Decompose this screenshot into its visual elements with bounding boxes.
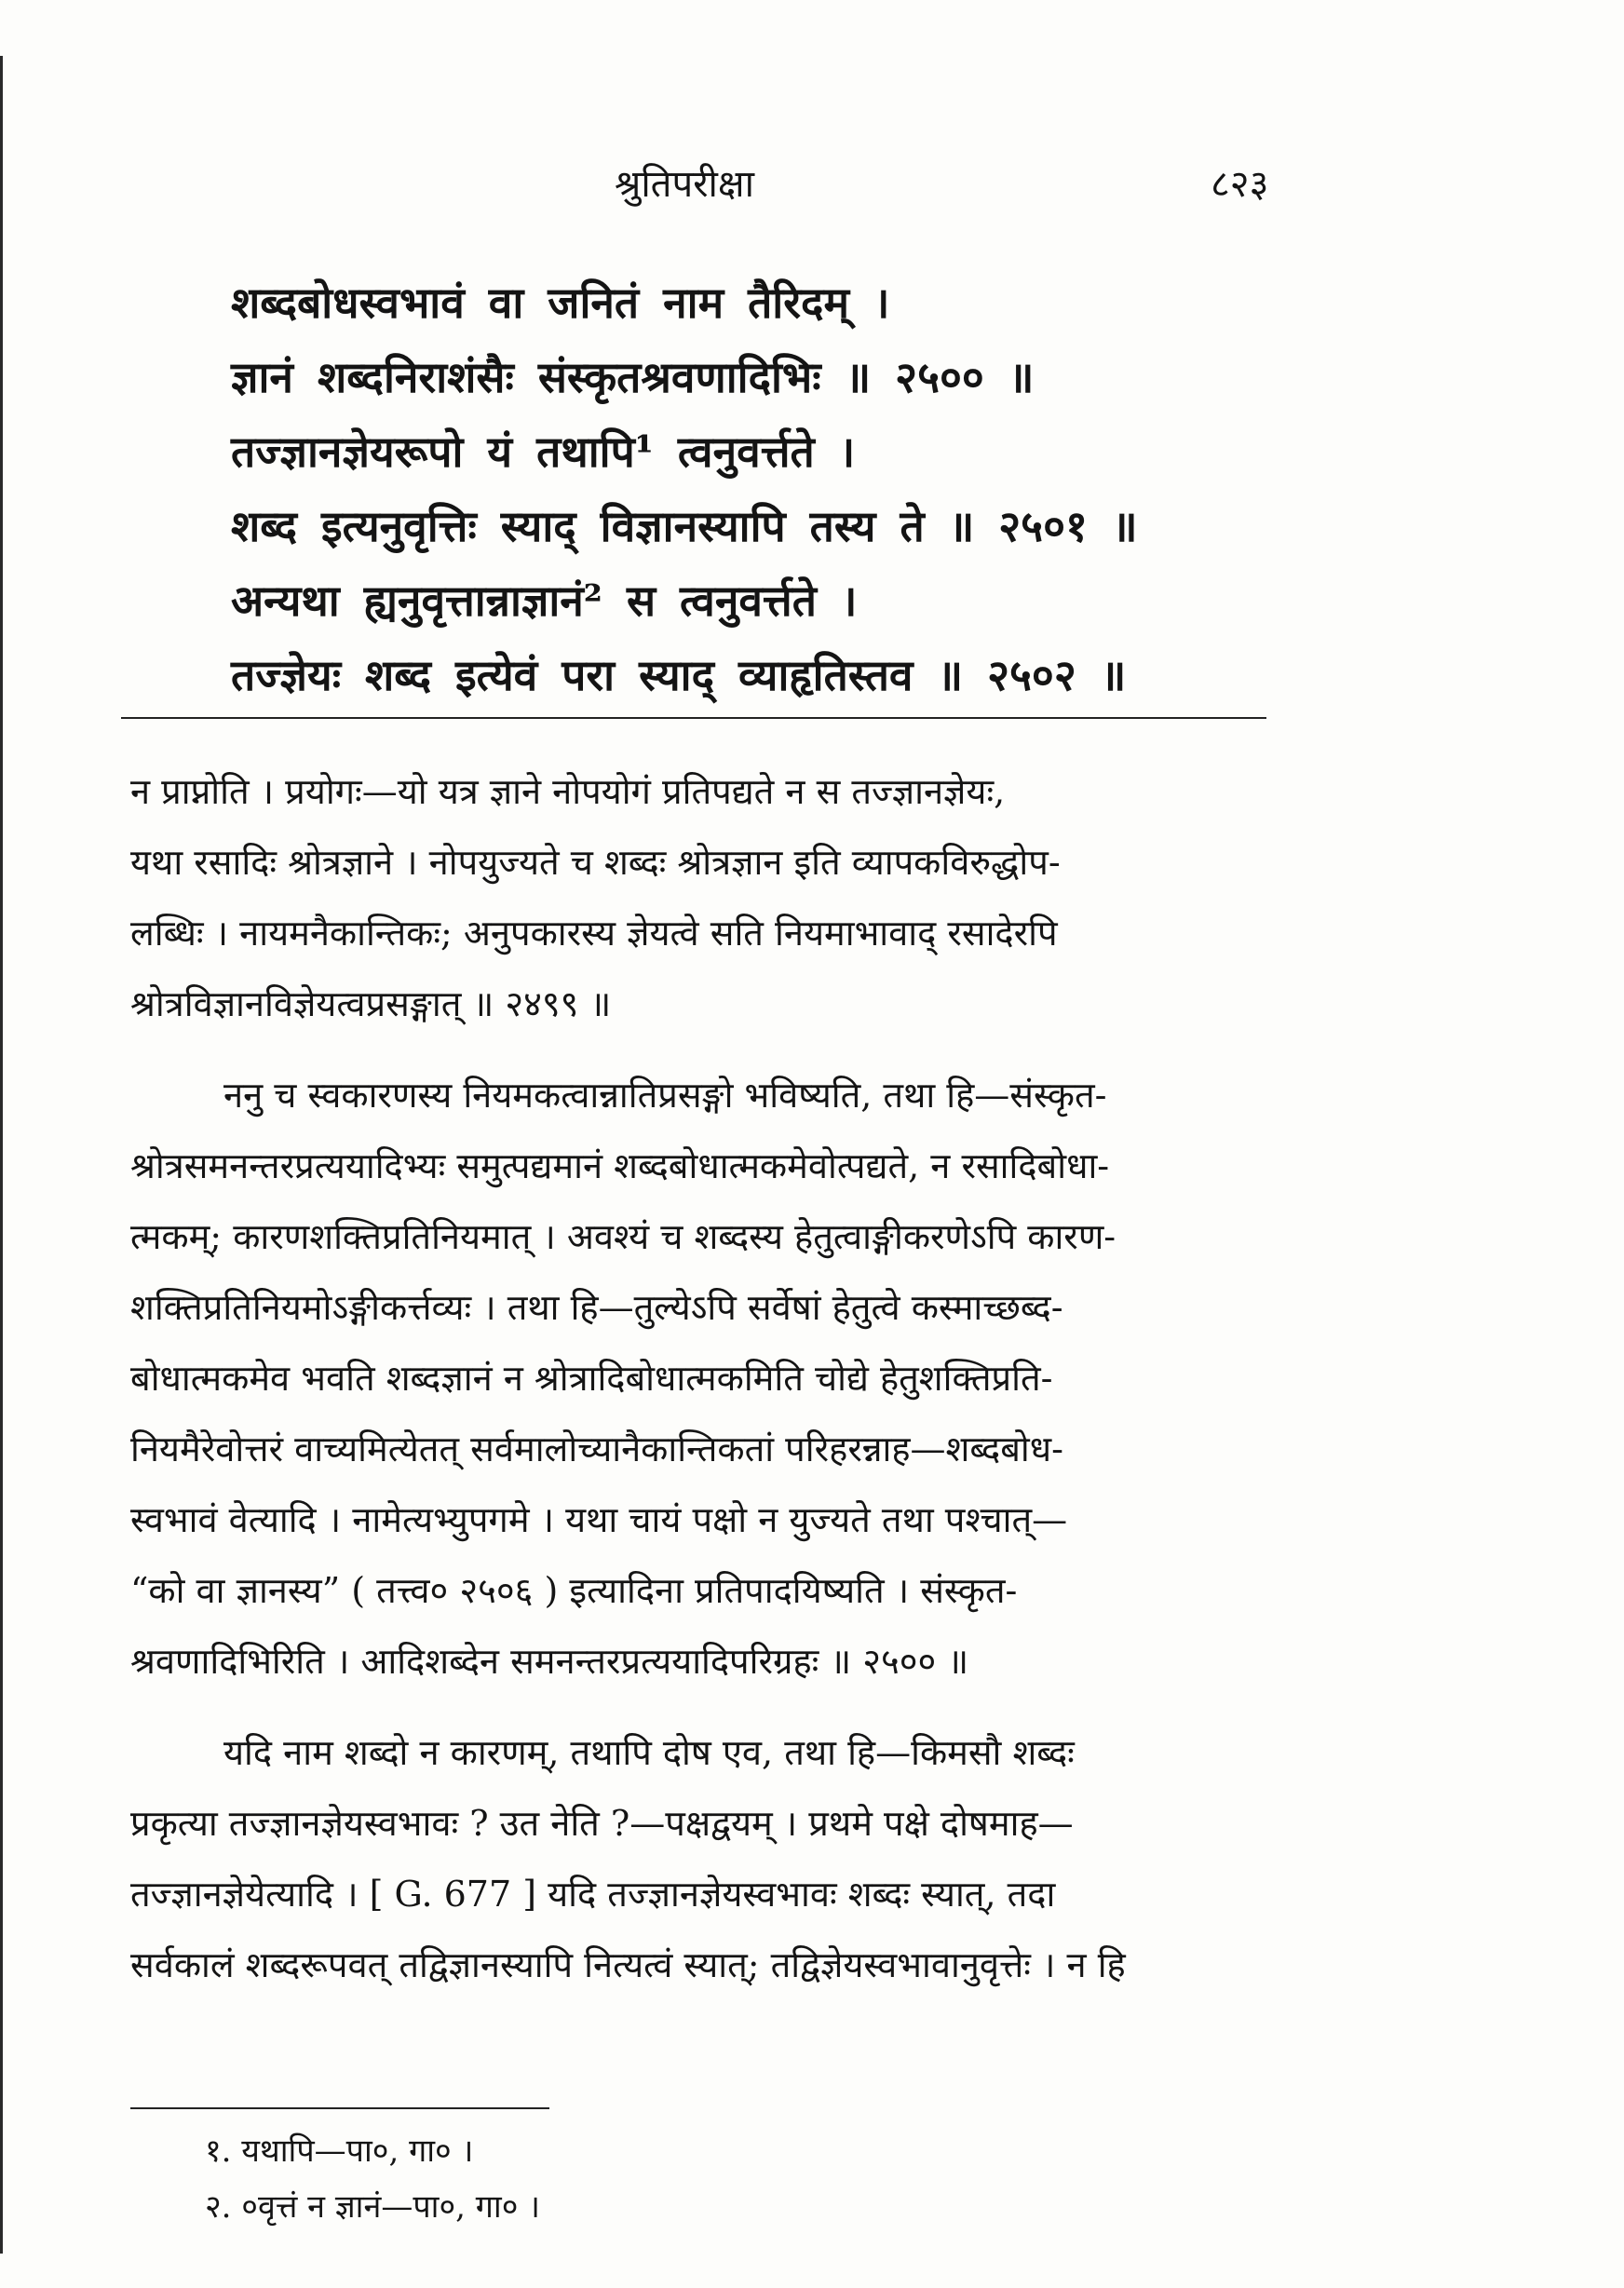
section-divider [121,717,1266,719]
text-line: न प्राप्नोति । प्रयोगः—यो यत्र ज्ञाने नोपयोगं प्रतिपद्यते न स तज्ज्ञानज्ञेयः, [130,771,1006,812]
text-line: श्रोत्रविज्ञानविज्ञेयत्वप्रसङ्गात् ॥ २४९९ ॥ [130,983,612,1024]
running-title: श्रुतिपरीक्षा [615,163,754,206]
verse-line: ज्ञानं शब्दनिराशंसैः संस्कृतश्रवणादिभिः ॥ २५०० ॥ [231,352,1035,402]
text-line: नियमैरेवोत्तरं वाच्यमित्येतत् सर्वमालोच्यानैकान्तिकतां परिहरन्नाह—शब्दबोध- [130,1428,1063,1469]
verse-block [231,265,1395,712]
footnote-divider [130,2107,549,2109]
text-line: स्वभावं वेत्यादि । नामेत्यभ्युपगमे । यथा चायं पक्षो न युज्यते तथा पश्चात्— [130,1499,1068,1540]
text-line: सर्वकालं शब्दरूपवत् तद्विज्ञानस्यापि नित्यत्वं स्यात्; तद्विज्ञेयस्वभावानुवृत्तेः । न हि [130,1944,1126,1985]
text-line: ननु च स्वकारणस्य नियमकत्वान्नातिप्रसङ्गो भविष्यति, तथा हि—संस्कृत- [223,1075,1107,1116]
verse-line: शब्दबोधस्वभावं वा जनितं नाम तैरिदम् । [231,278,890,328]
commentary-paragraph [130,756,1285,1039]
footnote: १. यथापि—पा०, गा० । [205,2132,474,2170]
binding-edge [0,56,12,2254]
commentary-paragraph [130,1060,1285,1697]
text-line: यदि नाम शब्दो न कारणम्, तथापि दोष एव, तथा हि—किमसौ शब्दः [223,1732,1075,1773]
verse-line: अन्यथा ह्यनुवृत्तान्नाज्ञानं² स त्वनुवर्त्तते । [231,575,858,626]
text-line: बोधात्मकमेव भवति शब्दज्ञानं न श्रोत्रादिबोधात्मकमिति चोद्ये हेतुशक्तिप्रति- [130,1358,1053,1399]
verse-line: तज्ज्ञेयः शब्द इत्येवं परा स्याद् व्याहृतिस्तव ॥ २५०२ ॥ [231,650,1127,700]
text-line: त्मकम्; कारणशक्तिप्रतिनियमात् । अवश्यं च शब्दस्य हेतुत्वाङ्गीकरणेऽपि कारण- [130,1216,1116,1257]
page-number: ८२३ [1211,163,1269,206]
text-line: लब्धिः । नायमनैकान्तिकः; अनुपकारस्य ज्ञेयत्वे सति नियमाभावाद् रसादेरपि [130,913,1058,954]
text-line: “को वा ज्ञानस्य” ( तत्त्व० २५०६ ) इत्यादिना प्रतिपादयिष्यति । संस्कृत- [130,1570,1018,1611]
commentary [130,756,1285,2021]
text-line: यथा रसादिः श्रोत्रज्ञाने । नोपयुज्यते च शब्दः श्रोत्रज्ञान इति व्यापकविरुद्धोप- [130,842,1061,883]
page-header [0,156,1624,222]
text-line: श्रवणादिभिरिति । आदिशब्देन समनन्तरप्रत्ययादिपरिग्रहः ॥ २५०० ॥ [130,1641,969,1682]
text-line: श्रोत्रसमनन्तरप्रत्ययादिभ्यः समुत्पद्यमानं शब्दबोधात्मकमेवोत्पद्यते, न रसादिबोधा- [130,1145,1110,1186]
commentary-paragraph [130,1717,1285,2000]
text-line: प्रकृत्या तज्ज्ञानज्ञेयस्वभावः ? उत नेति ?—पक्षद्वयम् । प्रथमे पक्षे दोषमाह— [130,1803,1074,1844]
footnotes [205,2123,540,2235]
verse-line: तज्ज्ञानज्ञेयरूपो यं तथापि¹ त्वनुवर्त्तते । [231,426,856,477]
text-line: तज्ज्ञानज्ञेयेत्यादि । [ G. 677 ] यदि तज्ज्ञानज्ञेयस्वभावः शब्दः स्यात्, तदा [130,1874,1056,1915]
verse-line: शब्द इत्यनुवृत्तिः स्याद् विज्ञानस्यापि तस्य ते ॥ २५०१ ॥ [231,501,1138,551]
footnote: २. ०वृत्तं न ज्ञानं—पा०, गा० । [205,2188,541,2226]
text-line: शक्तिप्रतिनियमोऽङ्गीकर्त्तव्यः । तथा हि—तुल्येऽपि सर्वेषां हेतुत्वे कस्माच्छब्द- [130,1287,1063,1328]
